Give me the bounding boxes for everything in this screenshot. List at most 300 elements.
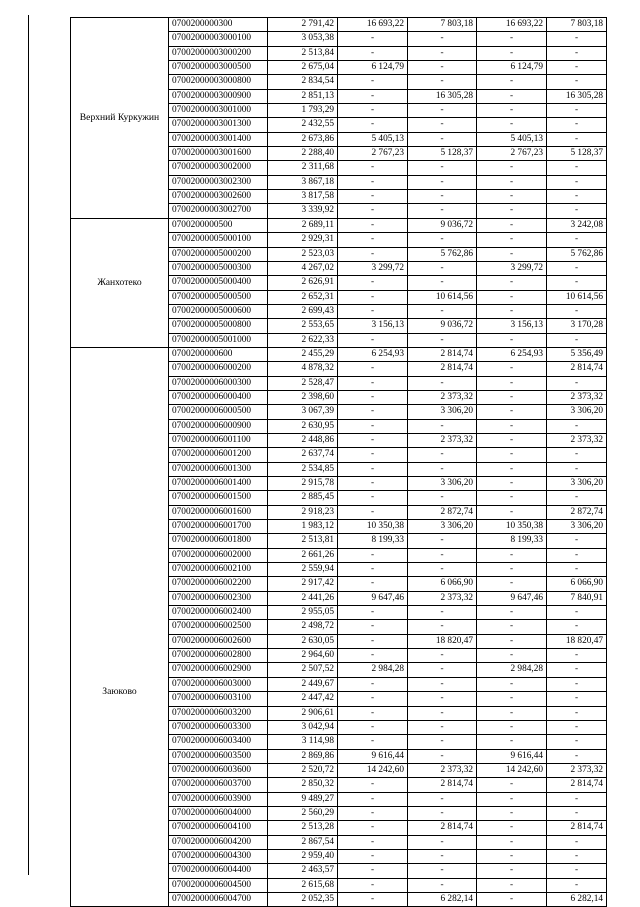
value-cell-2: 2 373,32: [408, 433, 477, 447]
value-cell-4: 18 820,47: [547, 634, 607, 648]
value-cell-4: -: [547, 864, 607, 878]
value-cell-1: -: [338, 792, 408, 806]
value-cell-2: -: [408, 32, 477, 46]
value-cell-4: -: [547, 663, 607, 677]
value-cell-2: -: [408, 878, 477, 892]
value-cell-4: 2 814,74: [547, 821, 607, 835]
value-cell-2: -: [408, 233, 477, 247]
value-cell-3: -: [477, 405, 547, 419]
value-cell-2: 6 066,90: [408, 577, 477, 591]
value-cell-1: -: [338, 419, 408, 433]
value-cell-3: -: [477, 161, 547, 175]
code-cell: 07002000005000300: [169, 261, 268, 275]
value-cell-2: -: [408, 792, 477, 806]
rate-cell: 3 067,39: [268, 405, 338, 419]
value-cell-4: 3 170,28: [547, 319, 607, 333]
value-cell-3: 10 350,38: [477, 520, 547, 534]
value-cell-4: -: [547, 276, 607, 290]
value-cell-3: 8 199,33: [477, 534, 547, 548]
value-cell-3: -: [477, 419, 547, 433]
value-cell-3: 2 984,28: [477, 663, 547, 677]
value-cell-1: -: [338, 505, 408, 519]
value-cell-1: 6 254,93: [338, 347, 408, 361]
rate-cell: 2 534,85: [268, 462, 338, 476]
value-cell-4: 5 762,86: [547, 247, 607, 261]
value-cell-1: -: [338, 276, 408, 290]
value-cell-4: -: [547, 32, 607, 46]
code-cell: 07002000006004300: [169, 849, 268, 863]
rate-cell: 2 929,31: [268, 233, 338, 247]
value-cell-3: -: [477, 849, 547, 863]
code-cell: 07002000006004000: [169, 806, 268, 820]
value-cell-3: 6 254,93: [477, 347, 547, 361]
rate-cell: 1 983,12: [268, 520, 338, 534]
value-cell-3: 9 647,46: [477, 591, 547, 605]
value-cell-4: 2 814,74: [547, 362, 607, 376]
value-cell-2: -: [408, 104, 477, 118]
value-cell-4: -: [547, 175, 607, 189]
value-cell-2: -: [408, 548, 477, 562]
code-cell: 07002000003002300: [169, 175, 268, 189]
value-cell-4: 16 305,28: [547, 89, 607, 103]
rate-cell: 2 791,42: [268, 18, 338, 32]
value-cell-4: -: [547, 563, 607, 577]
value-cell-4: 2 373,32: [547, 433, 607, 447]
value-cell-1: -: [338, 89, 408, 103]
code-cell: 07002000003000800: [169, 75, 268, 89]
value-cell-4: 2 814,74: [547, 778, 607, 792]
code-cell: 07002000006004200: [169, 835, 268, 849]
value-cell-3: 2 767,23: [477, 147, 547, 161]
code-cell: 07002000005000200: [169, 247, 268, 261]
code-cell: 0700200000500: [169, 218, 268, 232]
value-cell-1: -: [338, 720, 408, 734]
value-cell-3: -: [477, 835, 547, 849]
value-cell-3: -: [477, 720, 547, 734]
value-cell-4: -: [547, 204, 607, 218]
value-cell-4: -: [547, 749, 607, 763]
value-cell-3: -: [477, 89, 547, 103]
rate-cell: 2 689,11: [268, 218, 338, 232]
value-cell-4: 6 282,14: [547, 892, 607, 906]
value-cell-3: -: [477, 290, 547, 304]
rate-cell: 2 918,23: [268, 505, 338, 519]
rate-cell: 2 630,05: [268, 634, 338, 648]
code-cell: 07002000006001500: [169, 491, 268, 505]
rate-cell: 2 959,40: [268, 849, 338, 863]
code-cell: 0700200000600: [169, 347, 268, 361]
rate-cell: 2 520,72: [268, 763, 338, 777]
value-cell-3: -: [477, 649, 547, 663]
value-cell-4: -: [547, 606, 607, 620]
value-cell-1: -: [338, 835, 408, 849]
code-cell: 07002000006001600: [169, 505, 268, 519]
code-cell: 07002000003002700: [169, 204, 268, 218]
value-cell-4: -: [547, 376, 607, 390]
rate-cell: 2 851,13: [268, 89, 338, 103]
value-cell-1: -: [338, 735, 408, 749]
value-cell-2: 10 614,56: [408, 290, 477, 304]
code-cell: 07002000003001300: [169, 118, 268, 132]
code-cell: 07002000006000500: [169, 405, 268, 419]
value-cell-1: -: [338, 677, 408, 691]
value-cell-2: 2 814,74: [408, 821, 477, 835]
value-cell-2: 9 036,72: [408, 319, 477, 333]
code-cell: 07002000006001200: [169, 448, 268, 462]
rate-cell: 2 560,29: [268, 806, 338, 820]
value-cell-4: -: [547, 649, 607, 663]
value-cell-4: -: [547, 792, 607, 806]
value-cell-4: -: [547, 161, 607, 175]
value-cell-4: -: [547, 677, 607, 691]
value-cell-2: -: [408, 806, 477, 820]
rate-cell: 2 661,26: [268, 548, 338, 562]
value-cell-3: -: [477, 46, 547, 60]
code-cell: 07002000005000400: [169, 276, 268, 290]
value-cell-1: 6 124,79: [338, 61, 408, 75]
value-cell-1: -: [338, 892, 408, 906]
value-cell-3: -: [477, 247, 547, 261]
value-cell-3: -: [477, 692, 547, 706]
code-cell: 07002000006000200: [169, 362, 268, 376]
value-cell-4: 3 306,20: [547, 405, 607, 419]
code-cell: 07002000006003200: [169, 706, 268, 720]
value-cell-4: -: [547, 720, 607, 734]
value-cell-3: -: [477, 390, 547, 404]
value-cell-3: -: [477, 190, 547, 204]
rate-cell: 2 432,55: [268, 118, 338, 132]
value-cell-1: -: [338, 692, 408, 706]
value-cell-2: -: [408, 864, 477, 878]
value-cell-2: 2 373,32: [408, 591, 477, 605]
code-cell: 07002000006002500: [169, 620, 268, 634]
value-cell-1: -: [338, 304, 408, 318]
value-cell-2: 2 373,32: [408, 390, 477, 404]
value-cell-1: -: [338, 433, 408, 447]
rate-cell: 2 637,74: [268, 448, 338, 462]
code-cell: 07002000006003600: [169, 763, 268, 777]
value-cell-1: 9 616,44: [338, 749, 408, 763]
rate-cell: 2 449,67: [268, 677, 338, 691]
rate-cell: 2 622,33: [268, 333, 338, 347]
value-cell-3: -: [477, 778, 547, 792]
value-cell-3: -: [477, 218, 547, 232]
code-cell: 07002000006002300: [169, 591, 268, 605]
value-cell-1: -: [338, 190, 408, 204]
value-cell-2: 18 820,47: [408, 634, 477, 648]
value-cell-3: -: [477, 104, 547, 118]
rate-cell: 2 553,65: [268, 319, 338, 333]
rate-cell: 2 906,61: [268, 706, 338, 720]
code-cell: 07002000003000200: [169, 46, 268, 60]
value-cell-4: -: [547, 534, 607, 548]
value-cell-4: -: [547, 304, 607, 318]
value-cell-1: -: [338, 390, 408, 404]
value-cell-4: -: [547, 333, 607, 347]
value-cell-4: -: [547, 692, 607, 706]
value-cell-2: -: [408, 261, 477, 275]
value-cell-4: -: [547, 849, 607, 863]
settlement-name-cell: Жанхотеко: [71, 218, 169, 347]
value-cell-3: -: [477, 32, 547, 46]
value-cell-1: -: [338, 878, 408, 892]
value-cell-3: -: [477, 333, 547, 347]
code-cell: 07002000006004700: [169, 892, 268, 906]
value-cell-1: -: [338, 462, 408, 476]
value-cell-3: -: [477, 118, 547, 132]
table-row: [71, 18, 607, 32]
settlement-name-cell: Заюково: [71, 347, 169, 906]
value-cell-2: 6 282,14: [408, 892, 477, 906]
value-cell-2: -: [408, 175, 477, 189]
rate-cell: 2 288,40: [268, 147, 338, 161]
value-cell-4: 3 242,08: [547, 218, 607, 232]
rate-cell: 2 626,91: [268, 276, 338, 290]
rate-cell: 2 507,52: [268, 663, 338, 677]
value-cell-4: 6 066,90: [547, 577, 607, 591]
value-cell-2: -: [408, 735, 477, 749]
value-cell-1: 3 299,72: [338, 261, 408, 275]
value-cell-2: -: [408, 849, 477, 863]
value-cell-3: 16 693,22: [477, 18, 547, 32]
value-cell-4: -: [547, 75, 607, 89]
rate-cell: 2 652,31: [268, 290, 338, 304]
value-cell-1: -: [338, 849, 408, 863]
code-cell: 07002000006004400: [169, 864, 268, 878]
code-cell: 07002000003002600: [169, 190, 268, 204]
rate-cell: 2 052,35: [268, 892, 338, 906]
code-cell: 07002000003001000: [169, 104, 268, 118]
value-cell-4: -: [547, 878, 607, 892]
value-cell-1: -: [338, 118, 408, 132]
value-cell-1: -: [338, 634, 408, 648]
rate-cell: 2 498,72: [268, 620, 338, 634]
value-cell-3: -: [477, 706, 547, 720]
value-cell-1: -: [338, 405, 408, 419]
value-cell-1: -: [338, 175, 408, 189]
value-cell-2: 2 814,74: [408, 347, 477, 361]
rate-cell: 2 699,43: [268, 304, 338, 318]
value-cell-2: -: [408, 835, 477, 849]
value-cell-1: -: [338, 448, 408, 462]
value-cell-1: -: [338, 606, 408, 620]
rate-cell: 2 528,47: [268, 376, 338, 390]
rate-cell: 3 339,92: [268, 204, 338, 218]
rate-cell: 2 311,68: [268, 161, 338, 175]
code-cell: 07002000006002000: [169, 548, 268, 562]
rate-cell: 1 793,29: [268, 104, 338, 118]
value-cell-2: 5 762,86: [408, 247, 477, 261]
value-cell-1: -: [338, 376, 408, 390]
rate-cell: 2 559,94: [268, 563, 338, 577]
value-cell-1: -: [338, 218, 408, 232]
rate-cell: 3 053,38: [268, 32, 338, 46]
code-cell: 07002000003000900: [169, 89, 268, 103]
value-cell-3: -: [477, 735, 547, 749]
value-cell-4: -: [547, 132, 607, 146]
code-cell: 07002000006003400: [169, 735, 268, 749]
value-cell-2: -: [408, 606, 477, 620]
value-cell-4: 3 306,20: [547, 477, 607, 491]
rate-cell: 2 673,86: [268, 132, 338, 146]
rate-cell: 2 867,54: [268, 835, 338, 849]
value-cell-3: -: [477, 677, 547, 691]
value-cell-2: -: [408, 75, 477, 89]
value-cell-4: 7 840,91: [547, 591, 607, 605]
code-cell: 07002000006002900: [169, 663, 268, 677]
value-cell-2: 16 305,28: [408, 89, 477, 103]
value-cell-4: -: [547, 61, 607, 75]
value-cell-2: -: [408, 620, 477, 634]
rate-cell: 2 885,45: [268, 491, 338, 505]
value-cell-1: -: [338, 864, 408, 878]
value-cell-3: -: [477, 806, 547, 820]
value-cell-3: -: [477, 878, 547, 892]
rate-cell: 2 850,32: [268, 778, 338, 792]
value-cell-2: -: [408, 677, 477, 691]
value-cell-4: 3 306,20: [547, 520, 607, 534]
value-cell-3: -: [477, 304, 547, 318]
value-cell-3: -: [477, 362, 547, 376]
left-margin-rule: [28, 15, 29, 875]
rate-cell: 2 441,26: [268, 591, 338, 605]
value-cell-3: -: [477, 175, 547, 189]
value-cell-1: -: [338, 75, 408, 89]
value-cell-1: 2 984,28: [338, 663, 408, 677]
value-cell-2: -: [408, 118, 477, 132]
value-cell-3: 3 299,72: [477, 261, 547, 275]
value-cell-1: -: [338, 290, 408, 304]
table-row: [71, 347, 607, 361]
rate-cell: 9 489,27: [268, 792, 338, 806]
value-cell-1: 8 199,33: [338, 534, 408, 548]
rate-cell: 2 869,86: [268, 749, 338, 763]
value-cell-2: -: [408, 649, 477, 663]
code-cell: 07002000006001700: [169, 520, 268, 534]
value-cell-1: 14 242,60: [338, 763, 408, 777]
value-cell-3: -: [477, 606, 547, 620]
value-cell-2: -: [408, 46, 477, 60]
value-cell-1: -: [338, 491, 408, 505]
value-cell-1: -: [338, 806, 408, 820]
code-cell: 07002000006002200: [169, 577, 268, 591]
value-cell-2: -: [408, 563, 477, 577]
settlement-name-cell: Верхний Куркужин: [71, 18, 169, 219]
rate-cell: 2 455,29: [268, 347, 338, 361]
value-cell-2: 9 036,72: [408, 218, 477, 232]
value-cell-1: -: [338, 233, 408, 247]
value-cell-4: -: [547, 491, 607, 505]
value-cell-1: -: [338, 620, 408, 634]
code-cell: 07002000005000500: [169, 290, 268, 304]
code-cell: 07002000006002400: [169, 606, 268, 620]
code-cell: 07002000006003100: [169, 692, 268, 706]
value-cell-3: 5 405,13: [477, 132, 547, 146]
value-cell-3: -: [477, 491, 547, 505]
value-cell-1: -: [338, 477, 408, 491]
value-cell-3: -: [477, 477, 547, 491]
rate-cell: 3 867,18: [268, 175, 338, 189]
rate-cell: 4 267,02: [268, 261, 338, 275]
code-cell: 07002000006001100: [169, 433, 268, 447]
value-cell-4: -: [547, 118, 607, 132]
rate-cell: 2 513,84: [268, 46, 338, 60]
value-cell-2: -: [408, 706, 477, 720]
value-cell-2: -: [408, 462, 477, 476]
rate-cell: 2 523,03: [268, 247, 338, 261]
value-cell-1: -: [338, 563, 408, 577]
rate-cell: 2 513,28: [268, 821, 338, 835]
value-cell-4: 7 803,18: [547, 18, 607, 32]
value-cell-2: 2 814,74: [408, 362, 477, 376]
value-cell-1: -: [338, 821, 408, 835]
rate-cell: 2 513,81: [268, 534, 338, 548]
value-cell-3: -: [477, 821, 547, 835]
value-cell-2: 2 373,32: [408, 763, 477, 777]
value-cell-2: -: [408, 161, 477, 175]
rate-cell: 2 675,04: [268, 61, 338, 75]
value-cell-3: -: [477, 892, 547, 906]
rate-cell: 4 878,32: [268, 362, 338, 376]
value-cell-4: -: [547, 448, 607, 462]
value-cell-1: 2 767,23: [338, 147, 408, 161]
value-cell-1: -: [338, 104, 408, 118]
table-body: [71, 18, 607, 907]
value-cell-4: -: [547, 548, 607, 562]
rate-cell: 2 917,42: [268, 577, 338, 591]
value-cell-1: 5 405,13: [338, 132, 408, 146]
code-cell: 07002000003000100: [169, 32, 268, 46]
value-cell-4: -: [547, 735, 607, 749]
value-cell-1: -: [338, 161, 408, 175]
code-cell: 07002000003001600: [169, 147, 268, 161]
value-cell-3: -: [477, 563, 547, 577]
code-cell: 0700200000300: [169, 18, 268, 32]
value-cell-2: -: [408, 61, 477, 75]
value-cell-4: -: [547, 261, 607, 275]
value-cell-1: -: [338, 649, 408, 663]
value-cell-1: -: [338, 204, 408, 218]
code-cell: 07002000006000400: [169, 390, 268, 404]
value-cell-1: -: [338, 577, 408, 591]
value-cell-3: -: [477, 505, 547, 519]
value-cell-3: -: [477, 462, 547, 476]
value-cell-2: -: [408, 333, 477, 347]
code-cell: 07002000003000500: [169, 61, 268, 75]
value-cell-2: -: [408, 304, 477, 318]
value-cell-3: -: [477, 204, 547, 218]
value-cell-1: -: [338, 778, 408, 792]
value-cell-2: -: [408, 663, 477, 677]
value-cell-4: 2 373,32: [547, 763, 607, 777]
value-cell-4: -: [547, 190, 607, 204]
value-cell-3: -: [477, 792, 547, 806]
code-cell: 07002000006001400: [169, 477, 268, 491]
value-cell-1: -: [338, 548, 408, 562]
value-cell-1: -: [338, 247, 408, 261]
value-cell-3: 3 156,13: [477, 319, 547, 333]
value-cell-3: -: [477, 433, 547, 447]
code-cell: 07002000005000800: [169, 319, 268, 333]
value-cell-2: -: [408, 749, 477, 763]
value-cell-3: -: [477, 620, 547, 634]
value-cell-2: -: [408, 448, 477, 462]
code-cell: 07002000006004500: [169, 878, 268, 892]
code-cell: 07002000006004100: [169, 821, 268, 835]
value-cell-4: -: [547, 835, 607, 849]
value-cell-2: 5 128,37: [408, 147, 477, 161]
value-cell-4: 5 356,49: [547, 347, 607, 361]
